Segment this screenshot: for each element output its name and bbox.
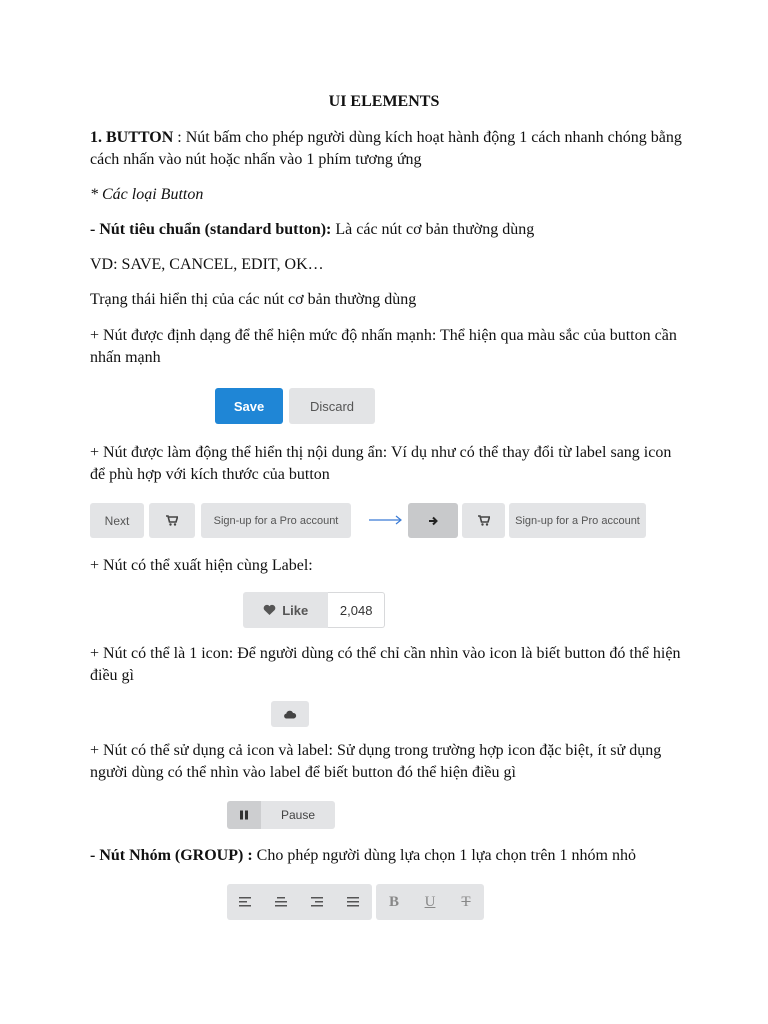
like-button-group (243, 592, 385, 628)
page-title: UI ELEMENTS (328, 93, 440, 110)
align-left-button[interactable] (227, 884, 263, 920)
alignment-button-group (227, 884, 372, 920)
cart-icon (478, 515, 490, 526)
arrow-button[interactable] (408, 503, 458, 538)
group-button-text: Cho phép người dùng lựa chọn 1 lựa chọn trên 1 nhóm nhỏ (252, 847, 636, 864)
paragraph-icon-and-label: + Nút có thể sử dụng cả icon và label: Sử dụng trong trường hợp icon đặc biệt, ít sử dụng người dùng có thể nhìn vào label để biết button đó thể hiện điều gì (90, 742, 662, 781)
paragraph-with-label: + Nút có thể xuất hiện cùng Label: (90, 557, 313, 574)
paragraph-icon-only: + Nút có thể là 1 icon: Để người dùng có thể chỉ cần nhìn vào icon là biết button đó thể hiện điều gì (90, 645, 681, 684)
heart-icon (263, 604, 276, 616)
pause-icon-wrapper (227, 801, 261, 829)
paragraph-animated-buttons: + Nút được làm động thể hiển thị nội dung ẩn: Ví dụ như có thể thay đổi từ label sang icon để phù hợp với kích thước của button (90, 444, 672, 483)
pause-button[interactable] (227, 801, 335, 829)
like-count: 2,048 (328, 592, 385, 628)
align-justify-button[interactable] (335, 884, 371, 920)
group-button-heading: - Nút Nhóm (GROUP) : (90, 847, 253, 864)
cart-button[interactable] (149, 503, 195, 538)
align-left-icon (239, 897, 251, 907)
align-center-icon (275, 897, 287, 907)
paragraph-standard-button (90, 219, 690, 241)
paragraph-display-states: Trạng thái hiển thị của các nút cơ bản thường dùng (90, 291, 417, 308)
paragraph-emphasis: + Nút được định dạng để thể hiện mức độ nhấn mạnh: Thể hiện qua màu sắc của button cần nhấn mạnh (90, 327, 677, 366)
standard-button-heading: - Nút tiêu chuẩn (standard button): (90, 221, 332, 238)
align-justify-icon (347, 897, 359, 907)
pause-label: Pause (261, 801, 335, 829)
align-right-icon (311, 897, 323, 907)
signup-pro-button[interactable]: Sign-up for a Pro account (201, 503, 351, 538)
strikethrough-button[interactable]: T (461, 893, 471, 910)
like-button[interactable] (243, 592, 328, 628)
paragraph-examples: VD: SAVE, CANCEL, EDIT, OK… (90, 256, 324, 273)
arrow-right-icon (428, 516, 438, 526)
cart-icon (166, 515, 178, 526)
standard-button-text: Là các nút cơ bản thường dùng (331, 221, 535, 238)
underline-button[interactable]: U (424, 893, 436, 910)
cart-button-2[interactable] (462, 503, 505, 538)
paragraph-button-types: * Các loại Button (90, 186, 204, 203)
discard-button[interactable]: Discard (289, 388, 375, 424)
bold-button[interactable]: B (388, 893, 399, 910)
paragraph-button-definition (90, 127, 690, 171)
signup-pro-button-2[interactable]: Sign-up for a Pro account (509, 503, 646, 538)
align-right-button[interactable] (299, 884, 335, 920)
next-button[interactable]: Next (90, 503, 144, 538)
text-format-button-group (376, 884, 484, 920)
transition-arrow-icon (368, 513, 404, 527)
like-label: Like (282, 602, 309, 618)
cloud-button[interactable] (271, 701, 309, 727)
button-definition-text: : Nút bấm cho phép người dùng kích hoạt hành động 1 cách nhanh chóng bằng cách nhấn vào nút hoặc nhấn vào 1 phím tương ứng (90, 129, 682, 168)
section-heading-button: 1. BUTTON (90, 129, 174, 146)
align-center-button[interactable] (263, 884, 299, 920)
pause-icon (239, 810, 249, 820)
paragraph-group-buttons (90, 845, 690, 867)
cloud-icon (283, 710, 297, 719)
save-button[interactable]: Save (215, 388, 283, 424)
